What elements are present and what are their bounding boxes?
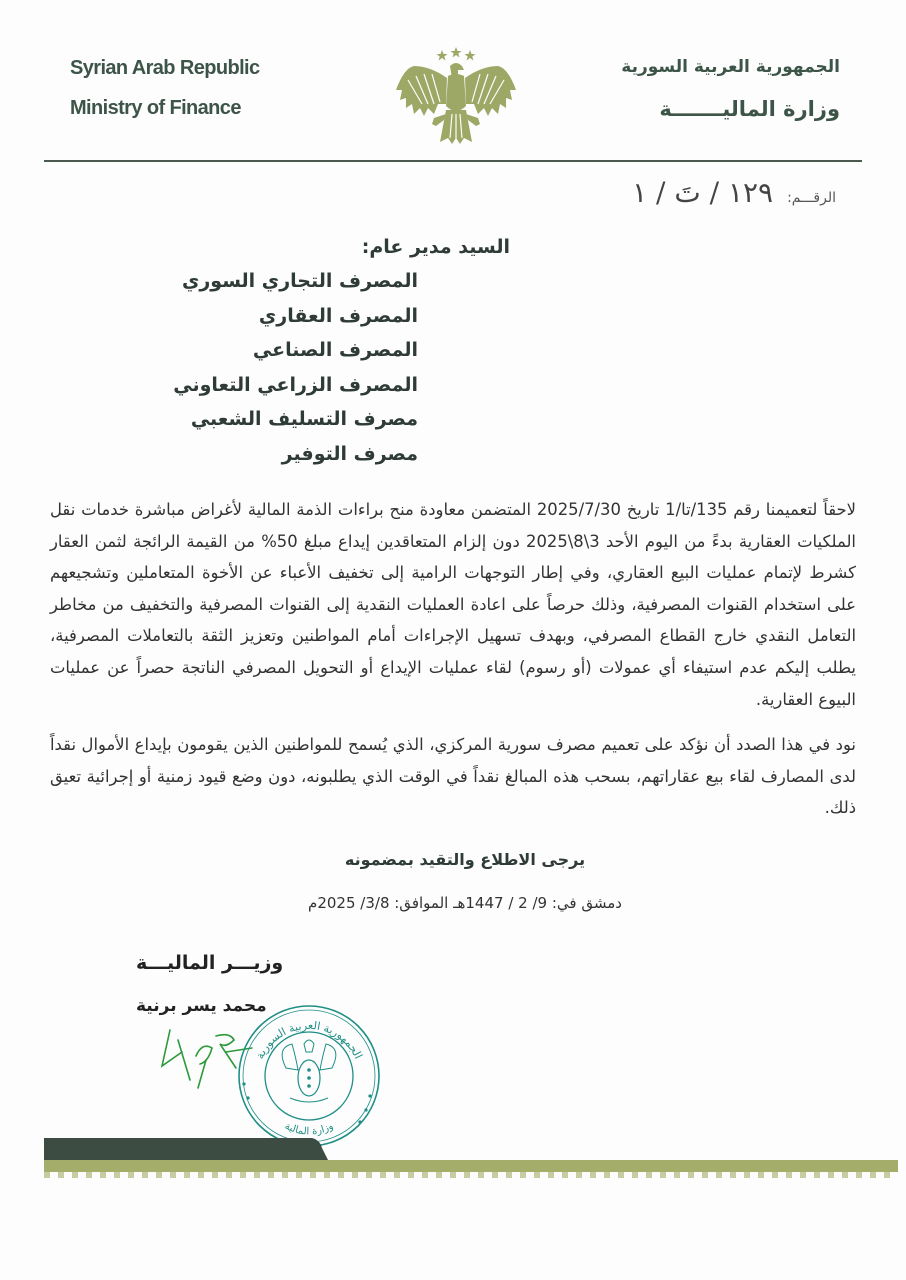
- ministry-stamp: [236, 1000, 382, 1150]
- header-ministry-ar: وزارة الماليـــــــة: [659, 97, 840, 121]
- footer-olive-band: [44, 1160, 898, 1172]
- reference-label: الرقـــم:: [787, 190, 836, 206]
- footer-pattern: [44, 1172, 898, 1178]
- footer-dark-band-end: [300, 1138, 330, 1160]
- footer-dark-band: [44, 1138, 306, 1160]
- signatory-name: محمد يسر برنية: [136, 996, 267, 1016]
- stamp-inner-text: وزارة المالية: [282, 1120, 336, 1138]
- header-english: [70, 54, 260, 134]
- bank-item: المصرف العقاري: [258, 304, 418, 327]
- header-country-ar: الجمهورية العربية السورية: [621, 57, 840, 77]
- signatory-title: وزيـــر الماليـــة: [136, 952, 284, 974]
- header-arabic: [621, 52, 840, 126]
- eagle-emblem-icon: [392, 44, 520, 148]
- body-paragraph-1: لاحقاً لتعميمنا رقم 135/تا/1 تاريخ 2025/7/30 المتضمن معاودة منح براءات الذمة المالية لأغراض مباشرة خدمات نقل الملكيات العقارية بدءً من اليوم الأحد 3\8\2025 دون إلزام المتعاقدين إيداع مبلغ 50% من القيمة الرائجة لثمن العقار كشرط لإتمام عمليات البيع العقاري، وفي إطار التوجهات الرامية إلى تخفيف الأعباء عن الأخوة المتعاملين وتشجيعهم على استخدام القنوات المصرفية، وذلك حرصاً على اعادة العمليات النقدية إلى القنوات المصرفية والتخفيف من مخاطر التعامل النقدي خارج القطاع المصرفي، وبهدف تسهيل الإجراءات أمام المواطنين وتعزيز الثقة بالتعاملات المصرفية، يطلب إليكم عدم استيفاء أي عمولات (أو رسوم) لقاء عمليات الإيداع أو التحويل المصرفي الناتجة حصراً عن عمليات البيوع العقارية.: [50, 500, 856, 709]
- reference-number: [632, 176, 836, 209]
- star-icon: [437, 50, 448, 61]
- salutation: السيد مدير عام:: [361, 236, 510, 258]
- header-divider: [44, 160, 862, 162]
- star-icon: [465, 50, 476, 61]
- reference-value: ١٢٩ / تَ / ١: [632, 176, 774, 209]
- bank-item: مصرف التوفير: [281, 442, 418, 465]
- body-paragraph-2: نود في هذا الصدد أن نؤكد على تعميم مصرف سورية المركزي، الذي يُسمح للمواطنين الذين يقومون بإيداع الأموال نقداً لدى المصارف لقاء بيع عقاراتهم، بسحب هذه المبالغ نقداً في الوقت الذي يطلبونه، دون وضع قيود زمنية أو إجرائية تعيق ذلك.: [50, 735, 856, 818]
- star-icon: [451, 47, 462, 58]
- header-ministry-en: Ministry of Finance: [70, 97, 241, 119]
- addressee-block: [173, 232, 510, 471]
- bank-item: المصرف الزراعي التعاوني: [173, 373, 418, 396]
- header-country-en: Syrian Arab Republic: [70, 57, 260, 79]
- bank-item: المصرف الصناعي: [252, 339, 418, 361]
- bank-list: [173, 264, 418, 471]
- closing-request: يرجى الاطلاع والتقيد بمضمونه: [344, 850, 586, 869]
- stamp-outer-text: الجمهورية العربية السورية: [253, 1018, 365, 1062]
- bank-item: المصرف التجاري السوري: [181, 270, 418, 292]
- date-line: دمشق في: 9/ 2 / 1447هـ الموافق: 3/8/ 2025م: [308, 894, 622, 912]
- bank-item: مصرف التسليف الشعبي: [190, 408, 418, 430]
- letter-body: [50, 494, 856, 838]
